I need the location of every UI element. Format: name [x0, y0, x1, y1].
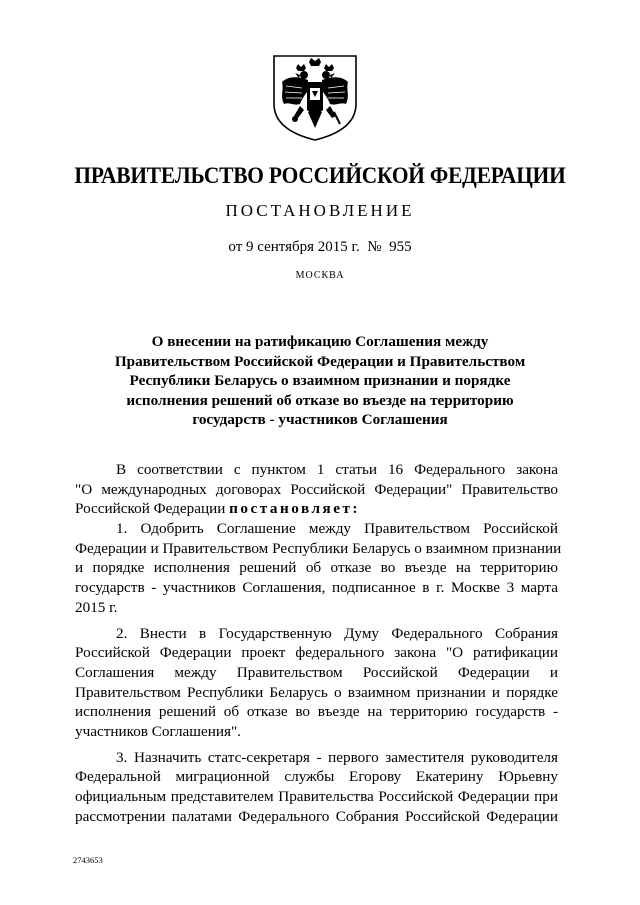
- text-line: исполнения решений об отказе во въезде на территорию государств -: [75, 703, 558, 721]
- item-3: [75, 748, 558, 827]
- title-line: государств - участников Соглашения: [192, 411, 448, 428]
- text-fragment: Российской Федерации: [75, 500, 230, 518]
- title-line: исполнения решений об отказе во въезде на территорию: [126, 391, 514, 409]
- text-line: государств - участников Соглашения, подписанное в г. Москве 3 марта: [75, 579, 558, 597]
- title-line: О внесении на ратификацию Соглашения между: [151, 333, 489, 350]
- text-line: официальным представителем Правительства Российской Федерации при: [75, 788, 558, 805]
- item-1: [75, 519, 562, 617]
- text-line: 1. Одобрить Соглашение между Правительством Российской: [116, 520, 558, 538]
- preamble: [75, 460, 558, 519]
- text-line: Федерации и Правительством Республики Беларусь о взаимном признании: [75, 539, 562, 557]
- document-body: [75, 460, 562, 826]
- text-line: [75, 499, 558, 519]
- document-title: [100, 332, 540, 430]
- document-type: ПОСТАНОВЛЕНИЕ: [225, 201, 415, 220]
- text-line: Соглашения между Правительством Российской Федерации и: [75, 663, 558, 681]
- text-line: Правительством Республики Беларусь о взаимном признании и порядке: [75, 683, 558, 701]
- text-line: 2015 г.: [75, 598, 118, 616]
- text-line: участников Соглашения".: [75, 722, 241, 740]
- title-line: Правительством Российской Федерации и Правительством: [114, 352, 526, 370]
- russian-coat-of-arms-icon: [268, 52, 362, 142]
- text-line: и порядке исполнения решений об отказе во въезде на территорию: [75, 559, 558, 577]
- text-line: Федеральной миграционной службы Егорову Екатерину Юрьевну: [75, 768, 558, 786]
- decree-word: постановляет:: [229, 500, 360, 518]
- text-line: "О международных договорах Российской Федерации" Правительство: [75, 480, 558, 498]
- government-name: ПРАВИТЕЛЬСТВО РОССИЙСКОЙ ФЕДЕРАЦИИ: [74, 163, 566, 188]
- city: МОСКВА: [295, 270, 345, 281]
- text-line: 2. Внести в Государственную Думу Федерального Собрания: [116, 624, 558, 642]
- text-line: Российской Федерации проект федерального закона "О ратификации: [75, 644, 558, 662]
- text-line: 3. Назначить статс-секретаря - первого заместителя руководителя: [116, 748, 558, 766]
- text-line: рассмотрении палатами Федерального Собрания Российской Федерации: [75, 807, 558, 825]
- item-2: [75, 624, 558, 742]
- document-code: 2743653: [73, 855, 103, 865]
- date-and-number: от 9 сентября 2015 г. № 955: [228, 239, 412, 255]
- title-line: Республики Беларусь о взаимном признании и порядке: [129, 372, 511, 389]
- text-line: В соответствии с пунктом 1 статьи 16 Федерального закона: [116, 461, 558, 478]
